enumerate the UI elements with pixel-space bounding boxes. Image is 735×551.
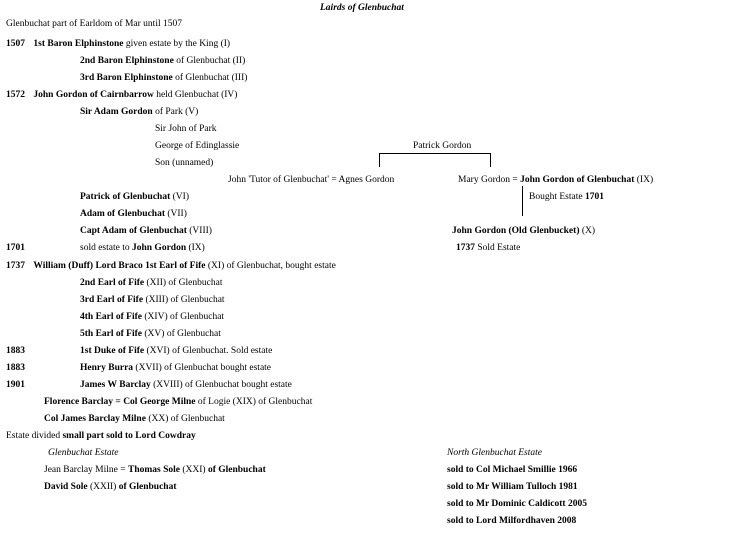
- entry-1901: [6, 381, 25, 391]
- entry-mary-gordon: [458, 176, 653, 186]
- laird-name: small part sold to Lord Cowdray: [62, 431, 196, 441]
- laird-detail: (XI) of Glenbuchat, bought estate: [205, 261, 336, 271]
- laird-detail: of Logie (XIX) of Glenbuchat: [195, 397, 313, 407]
- entry-1901-detail: [80, 381, 292, 391]
- laird-detail: (XV) of Glenbuchat: [142, 329, 221, 339]
- laird-name: Col James Barclay Milne: [44, 414, 146, 424]
- entry-fife-5: [80, 330, 221, 340]
- laird-name: Adam of Glenbuchat: [80, 209, 165, 219]
- descent-line: [522, 186, 523, 216]
- year: 1701: [6, 243, 25, 253]
- entry-bought-estate-1701: [529, 193, 604, 203]
- laird-detail: (XX) of Glenbuchat: [145, 414, 225, 424]
- laird-detail: (VIII): [186, 226, 212, 236]
- laird-name: 3rd Earl of Fife: [80, 295, 144, 305]
- laird-detail: of Park (V): [152, 107, 199, 117]
- entry-adam-vii: [80, 210, 187, 220]
- laird-detail: of Glenbuchat (II): [173, 56, 246, 66]
- entry-tutor-of-glenbuchat: John 'Tutor of Glenbuchat' = Agnes Gordon: [228, 175, 395, 185]
- year: 1901: [6, 380, 25, 390]
- laird-name: 5th Earl of Fife: [80, 329, 143, 339]
- laird-detail: (XII) of Glenbuchat: [144, 278, 223, 288]
- entry-fife-2: [80, 279, 222, 289]
- laird-name: 3rd Baron Elphinstone: [80, 73, 173, 83]
- spouse-text: Jean Barclay Milne =: [44, 465, 128, 475]
- entry-george-of-edinglassie: George of Edinglassie: [155, 141, 240, 151]
- entry-col-james: [44, 415, 225, 425]
- laird-name: 2nd Baron Elphinstone: [80, 56, 174, 66]
- laird-name: 4th Earl of Fife: [80, 312, 143, 322]
- entry-sir-john-of-park: Sir John of Park: [155, 124, 217, 134]
- laird-name: Florence Barclay = Col George Milne: [44, 397, 196, 407]
- laird-name: 2nd Earl of Fife: [80, 278, 145, 288]
- laird-detail: (XXI): [179, 465, 208, 475]
- laird-name: Patrick of Glenbuchat: [80, 192, 171, 202]
- entry-old-glenbucket: [452, 227, 595, 237]
- entry-1572: [6, 91, 237, 101]
- entry-fife-3: [80, 296, 225, 306]
- entry-elphinstone-2: [80, 57, 245, 67]
- laird-name: John Gordon of Glenbuchat: [520, 175, 635, 185]
- entry-estate-divided: [6, 432, 196, 442]
- entry-1883-duke-detail: [80, 347, 272, 357]
- year: 1737: [456, 243, 475, 253]
- entry-david-sole: [44, 483, 177, 493]
- laird-name: James W Barclay: [80, 380, 151, 390]
- year: 1572: [6, 90, 25, 100]
- laird-name: Thomas Sole: [127, 465, 180, 475]
- entry-florence-barclay: [44, 398, 312, 408]
- laird-detail: (XVII) of Glenbuchat bought estate: [133, 363, 272, 373]
- laird-detail: (XXII): [87, 482, 119, 492]
- laird-name: David Sole: [44, 482, 88, 492]
- entry-sold-smillie: sold to Col Michael Smillie 1966: [447, 465, 578, 475]
- laird-name: 1st Baron Elphinstone: [33, 39, 124, 49]
- year: 1507: [6, 39, 25, 49]
- glenbuchat-estate-heading: Glenbuchat Estate: [48, 448, 119, 458]
- laird-detail: given estate by the King (I): [123, 39, 231, 49]
- year: 1737: [6, 261, 25, 271]
- laird-detail: (IX): [634, 175, 654, 185]
- laird-detail: (VI): [170, 192, 189, 202]
- entry-capt-adam-viii: [80, 227, 212, 237]
- entry-fife-4: [80, 313, 224, 323]
- spouse-text: Mary Gordon =: [458, 175, 521, 185]
- entry-1507: [6, 40, 230, 50]
- laird-detail: (XIV) of Glenbuchat: [142, 312, 225, 322]
- entry-sold-milfordhaven: sold to Lord Milfordhaven 2008: [447, 516, 577, 526]
- entry-elphinstone-3: [80, 74, 247, 84]
- laird-name: 1st Duke of Fife: [80, 346, 145, 356]
- detail-text: Bought Estate: [529, 192, 585, 202]
- laird-name: William (Duff) Lord Braco 1st Earl of Fife: [33, 261, 206, 271]
- laird-name: Henry Burra: [80, 363, 134, 373]
- family-bracket-top: [379, 153, 491, 154]
- laird-detail: (XVIII) of Glenbuchat bought estate: [150, 380, 292, 390]
- year: 1883: [6, 363, 25, 373]
- entry-1883-duke: [6, 347, 25, 357]
- entry-sold-tulloch: sold to Mr William Tulloch 1981: [447, 482, 578, 492]
- laird-place: of Glenbuchat: [207, 465, 266, 475]
- laird-name: John Gordon: [131, 243, 187, 253]
- detail-text: sold estate to: [80, 243, 132, 253]
- laird-detail: (IX): [186, 243, 205, 253]
- detail-text: Sold Estate: [475, 243, 521, 253]
- laird-detail: (VII): [164, 209, 187, 219]
- laird-name: John Gordon of Cairnbarrow: [33, 90, 154, 100]
- entry-patrick-vi: [80, 193, 189, 203]
- patrick-gordon-label: Patrick Gordon: [413, 141, 472, 151]
- detail-text: Estate divided: [6, 431, 63, 441]
- page-title: Lairds of Glenbuchat: [320, 3, 404, 13]
- entry-son-unnamed: Son (unnamed): [155, 158, 214, 168]
- laird-detail: of Glenbuchat (III): [172, 73, 248, 83]
- laird-name: Sir Adam Gordon: [80, 107, 153, 117]
- entry-1701-detail: [80, 244, 205, 254]
- year: 1701: [584, 192, 604, 202]
- family-bracket-right: [490, 153, 491, 167]
- entry-sold-caldicott: sold to Mr Dominic Caldicott 2005: [447, 499, 587, 509]
- entry-sir-adam: [80, 108, 198, 118]
- entry-1883-burra: [6, 364, 25, 374]
- entry-1737-sold: [456, 244, 520, 254]
- laird-detail: held Glenbuchat (IV): [153, 90, 238, 100]
- north-glenbuchat-estate-heading: North Glenbuchat Estate: [447, 448, 542, 458]
- laird-detail: (XVI) of Glenbuchat. Sold estate: [144, 346, 273, 356]
- family-bracket-left: [379, 153, 380, 167]
- year: 1883: [6, 346, 25, 356]
- entry-1883-burra-detail: [80, 364, 271, 374]
- laird-detail: (X): [579, 226, 596, 236]
- laird-name: Capt Adam of Glenbuchat: [80, 226, 187, 236]
- entry-1701: [6, 244, 25, 254]
- entry-1737: [6, 262, 336, 272]
- intro-text: Glenbuchat part of Earldom of Mar until 1507: [6, 19, 182, 29]
- laird-place: of Glenbuchat: [118, 482, 177, 492]
- entry-jean-barclay-milne: [44, 466, 266, 476]
- laird-detail: (XIII) of Glenbuchat: [143, 295, 225, 305]
- laird-name: John Gordon (Old Glenbucket): [452, 226, 580, 236]
